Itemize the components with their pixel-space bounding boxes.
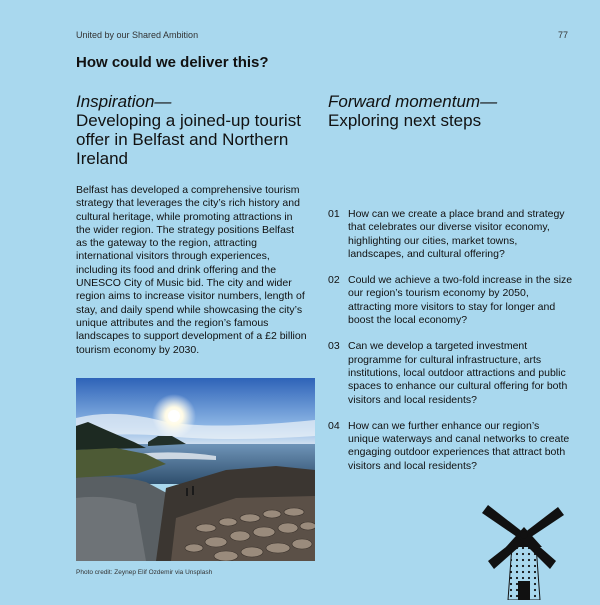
step-item (328, 340, 573, 406)
step-item (328, 208, 573, 261)
inspiration-column (76, 92, 308, 367)
step-number: 03 (328, 340, 340, 353)
inspiration-kicker: Inspiration— (76, 92, 172, 111)
steps-list (328, 208, 573, 473)
windmill-icon (478, 497, 570, 600)
inspiration-title: Developing a joined-up tourist offer in Belfast and Northern Ireland (76, 111, 301, 168)
step-text: Could we achieve a two-fold increase in the size our region’s tourism economy by 2050, attracting more visitors to stay for longer and boost the local economy? (348, 274, 573, 327)
running-header: United by our Shared Ambition (76, 30, 199, 40)
coastal-photo (76, 378, 315, 561)
step-item (328, 420, 573, 473)
section-heading: How could we deliver this? (76, 54, 269, 71)
inspiration-body: Belfast has developed a comprehensive tourism strategy that leverages the city’s rich history and cultural heritage, while promoting attractions in the wider region. The strategy positions Belfast as the gateway to the region, attracting international visitors through experiences, including its food and drink offering and the UNESCO City of Music bid. The city and wider region aims to increase visitor numbers, length of stay, and daily spend while showcasing the city’s unique attributes and the region’s famous landscapes to support development of a £2 billion tourism economy by 2030. (76, 184, 307, 356)
forward-title: Exploring next steps (328, 111, 482, 130)
step-number: 04 (328, 419, 340, 432)
forward-kicker: Forward momentum— (328, 92, 498, 111)
step-number: 01 (328, 208, 340, 220)
coastal-photo-illustration (76, 378, 315, 561)
step-text: How can we create a place brand and strategy that celebrates our diverse visitor economy, highlighting our cities, market towns, landscapes, and cultural offering? (348, 208, 565, 260)
page-number: 77 (557, 30, 568, 40)
step-number: 02 (328, 274, 340, 287)
step-item (328, 274, 573, 327)
step-text: How can we further enhance our region’s unique waterways and canal networks to create engaging outdoor experiences that attract both visitors and local residents? (348, 419, 570, 472)
photo-credit: Photo credit: Zeynep Elif Ozdemir via Unsplash (76, 569, 213, 576)
forward-column (328, 92, 573, 486)
step-text: Can we develop a targeted investment programme for cultural infrastructure, arts institutions, local outdoor attractions and public spaces to enhance our cultural offering for both visitors and local residents? (348, 340, 568, 406)
